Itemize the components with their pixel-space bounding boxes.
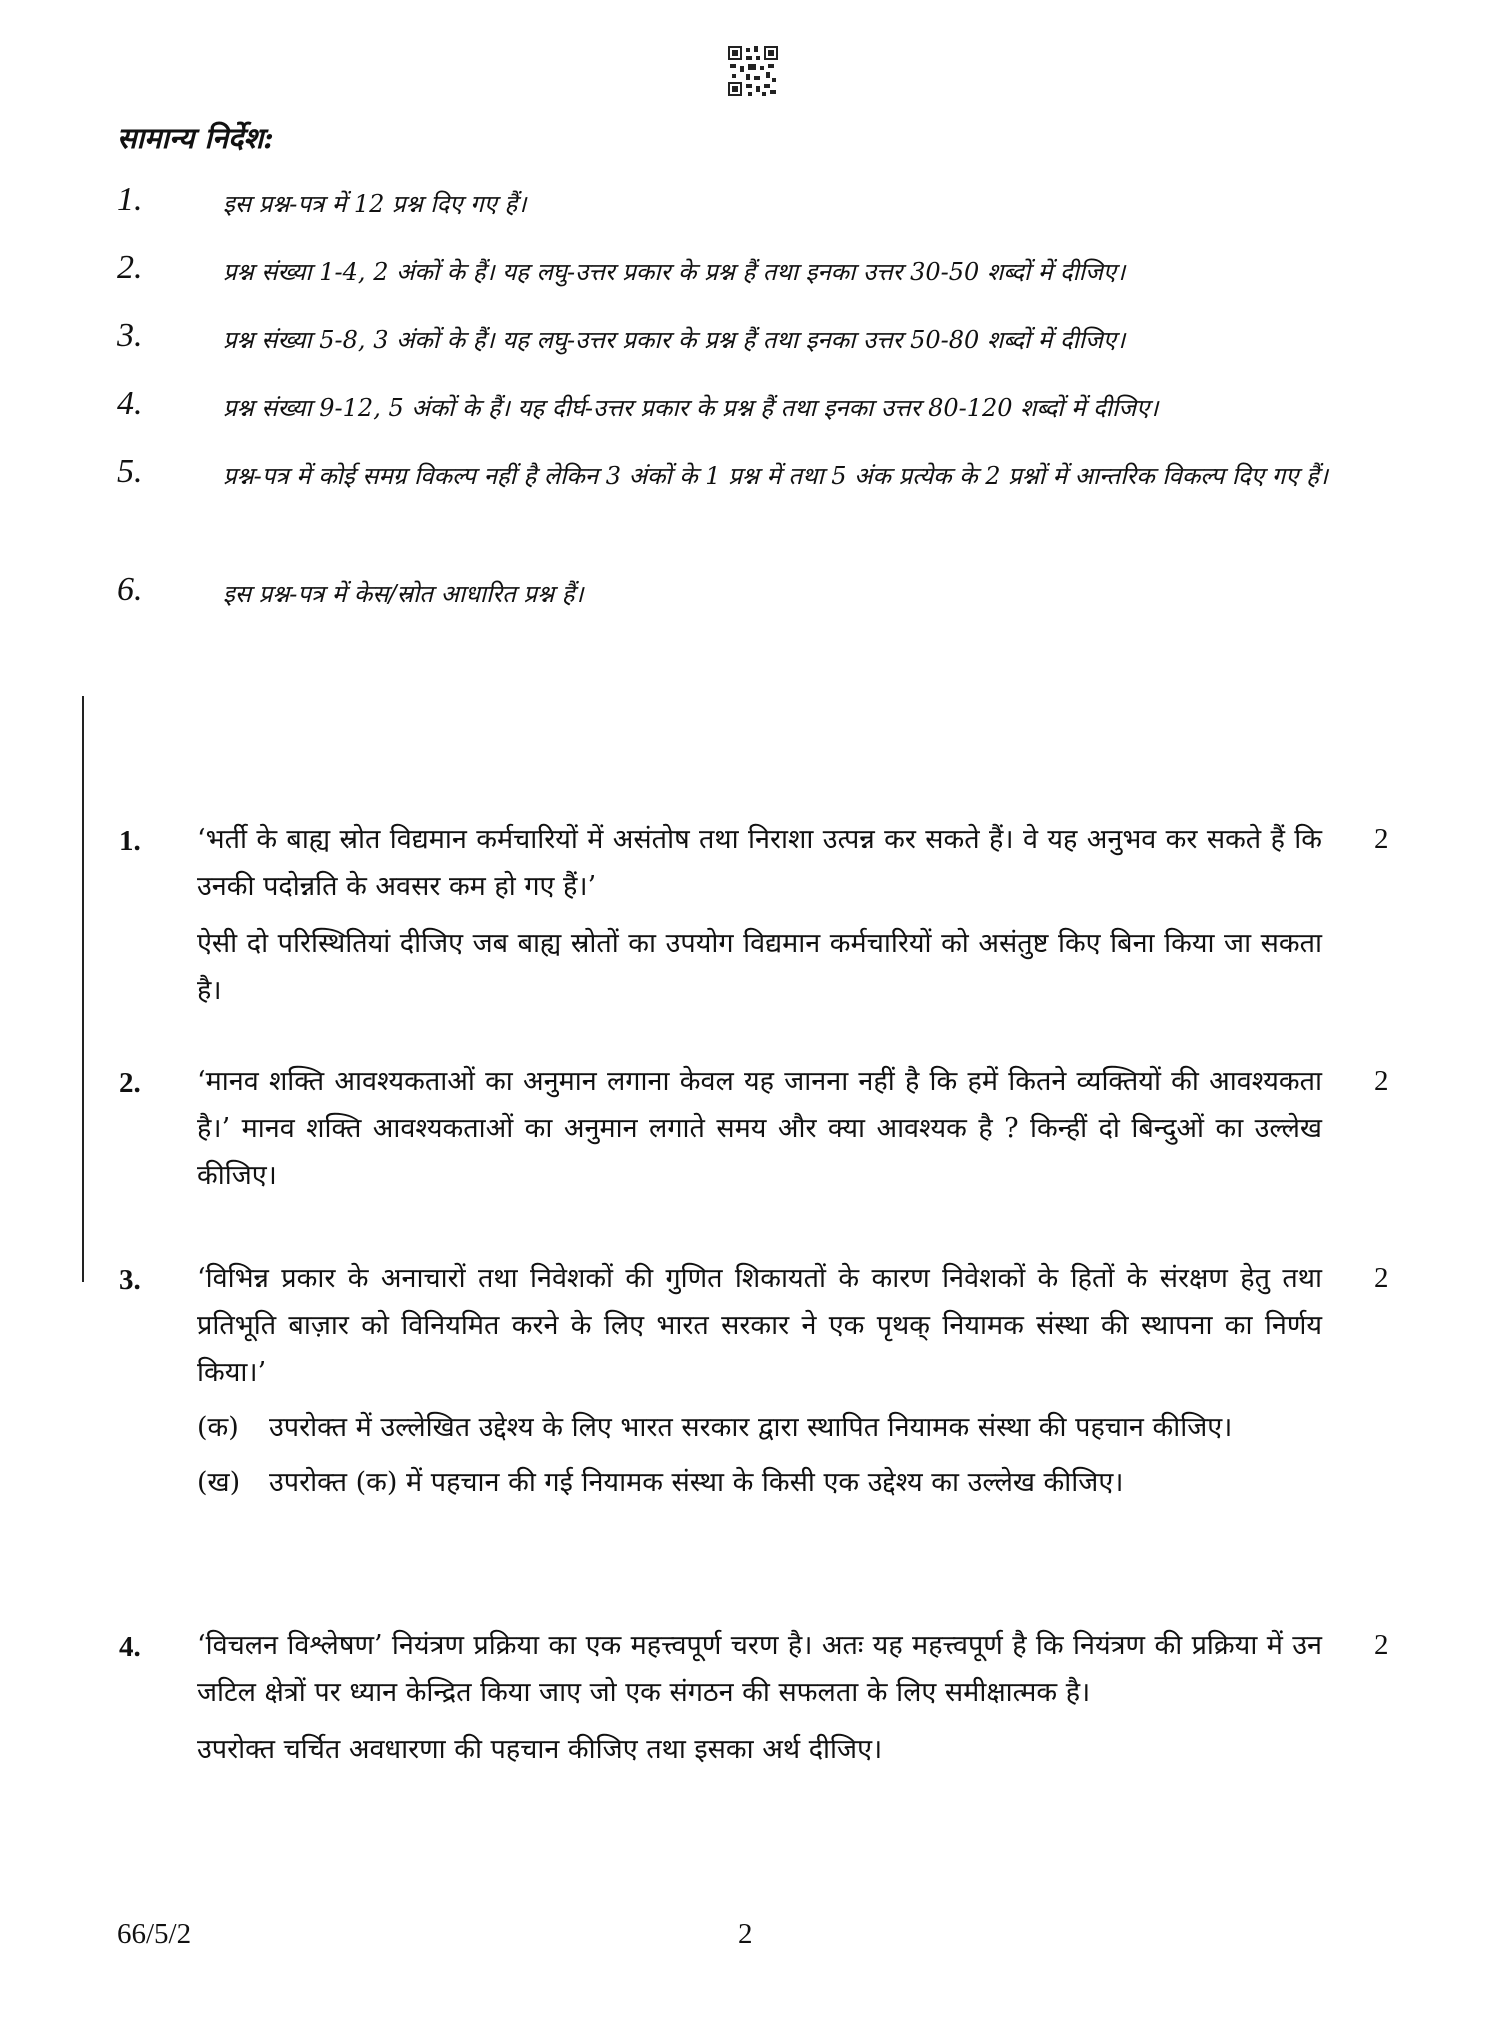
question-number: 2. [119, 1067, 141, 1099]
instruction-text: प्रश्न संख्या 9-12, 5 अंकों के हैं। यह दीर्घ-उत्तर प्रकार के प्रश्न हैं तथा इनका उत्तर 80-120 शब्दों में दीजिए। [223, 394, 1159, 422]
instruction-number: 6. [117, 571, 143, 608]
instruction-text: इस प्रश्न-पत्र में 12 प्रश्न दिए गए हैं। [223, 190, 527, 218]
question-marks: 2 [1374, 1262, 1389, 1294]
question-marks: 2 [1374, 823, 1389, 855]
instruction-text: प्रश्न संख्या 5-8, 3 अंकों के हैं। यह लघु-उत्तर प्रकार के प्रश्न हैं तथा इनका उत्तर 50-80 शब्दों में दीजिए। [223, 326, 1126, 354]
instruction-number: 5. [117, 453, 143, 490]
margin-line [82, 696, 84, 1282]
question-number: 4. [119, 1631, 141, 1663]
instruction-number: 4. [117, 385, 143, 422]
instruction-number: 1. [117, 181, 143, 218]
sub-question-label: (ख) [197, 1467, 241, 1498]
instruction-text: इस प्रश्न-पत्र में केस/स्रोत आधारित प्रश्न हैं। [223, 580, 584, 608]
instruction-item [117, 182, 1407, 226]
instructions-heading: सामान्य निर्देश: [117, 121, 274, 155]
paper-code: 66/5/2 [117, 1918, 192, 1950]
page-number: 2 [738, 1918, 753, 1950]
instruction-text: प्रश्न संख्या 1-4, 2 अंकों के हैं। यह लघु-उत्तर प्रकार के प्रश्न हैं तथा इनका उत्तर 30-50 शब्दों में दीजिए। [223, 258, 1126, 286]
question-3 [117, 1255, 1407, 1506]
instruction-item [117, 318, 1407, 362]
question-text: ‘विचलन विश्लेषण’ नियंत्रण प्रक्रिया का एक महत्त्वपूर्ण चरण है। अतः यह महत्त्वपूर्ण है कि नियंत्रण की प्रक्रिया में उन जटिल क्षेत्रों पर ध्यान केन्द्रित किया जाए जो एक संगठन की सफलता के लिए समीक्षात्मक है। [197, 1630, 1322, 1708]
question-text: ‘मानव शक्ति आवश्यकताओं का अनुमान लगाना केवल यह जानना नहीं है कि हमें कितने व्यक्तियों की आवश्यकता है।’ मानव शक्ति आवश्यकताओं का अनुमान लगाते समय और क्या आवश्यक है ? किन्हीं दो बिन्दुओं का उल्लेख कीजिए। [197, 1066, 1322, 1191]
instruction-number: 3. [117, 317, 143, 354]
question-text: ‘भर्ती के बाह्य स्रोत विद्यमान कर्मचारियों में असंतोष तथा निराशा उत्पन्न कर सकते हैं। वे यह अनुभव कर सकते हैं कि उनकी पदोन्नति के अवसर कम हो गए हैं।’ [197, 824, 1322, 902]
question-number: 1. [119, 825, 141, 857]
instruction-item [117, 454, 1407, 498]
instruction-number: 2. [117, 249, 143, 286]
question-text: ‘विभिन्न प्रकार के अनाचारों तथा निवेशकों की गुणित शिकायतों के कारण निवेशकों के हितों के संरक्षण हेतु तथा प्रतिभूति बाज़ार को विनियमित करने के लिए भारत सरकार ने एक पृथक् नियामक संस्था की स्थापना का निर्णय किया।’ [197, 1263, 1322, 1388]
question-followup: उपरोक्त चर्चित अवधारणा की पहचान कीजिए तथा इसका अर्थ दीजिए। [197, 1734, 883, 1765]
sub-question-kha [197, 1459, 1322, 1506]
sub-question-label: (क) [197, 1412, 239, 1443]
question-2 [117, 1058, 1407, 1199]
sub-question-text: उपरोक्त में उल्लेखित उद्देश्य के लिए भारत सरकार द्वारा स्थापित नियामक संस्था की पहचान कीजिए। [269, 1412, 1233, 1443]
instruction-item [117, 572, 1407, 616]
question-number: 3. [119, 1264, 141, 1296]
question-marks: 2 [1374, 1629, 1389, 1661]
instruction-item [117, 250, 1407, 294]
question-4 [117, 1622, 1407, 1773]
qr-code-icon [728, 46, 778, 96]
instruction-text: प्रश्न-पत्र में कोई समग्र विकल्प नहीं है लेकिन 3 अंकों के 1 प्रश्न में तथा 5 अंक प्रत्येक के 2 प्रश्नों में आन्तरिक विकल्प दिए गए हैं। [223, 462, 1328, 490]
question-followup: ऐसी दो परिस्थितियां दीजिए जब बाह्य स्रोतों का उपयोग विद्यमान कर्मचारियों को असंतुष्ट किए बिना किया जा सकता है। [197, 928, 1322, 1006]
sub-question-text: उपरोक्त (क) में पहचान की गई नियामक संस्था के किसी एक उद्देश्य का उल्लेख कीजिए। [269, 1467, 1124, 1498]
instruction-item [117, 386, 1407, 430]
sub-question-ka [197, 1404, 1322, 1451]
question-marks: 2 [1374, 1065, 1389, 1097]
question-1 [117, 816, 1407, 1014]
